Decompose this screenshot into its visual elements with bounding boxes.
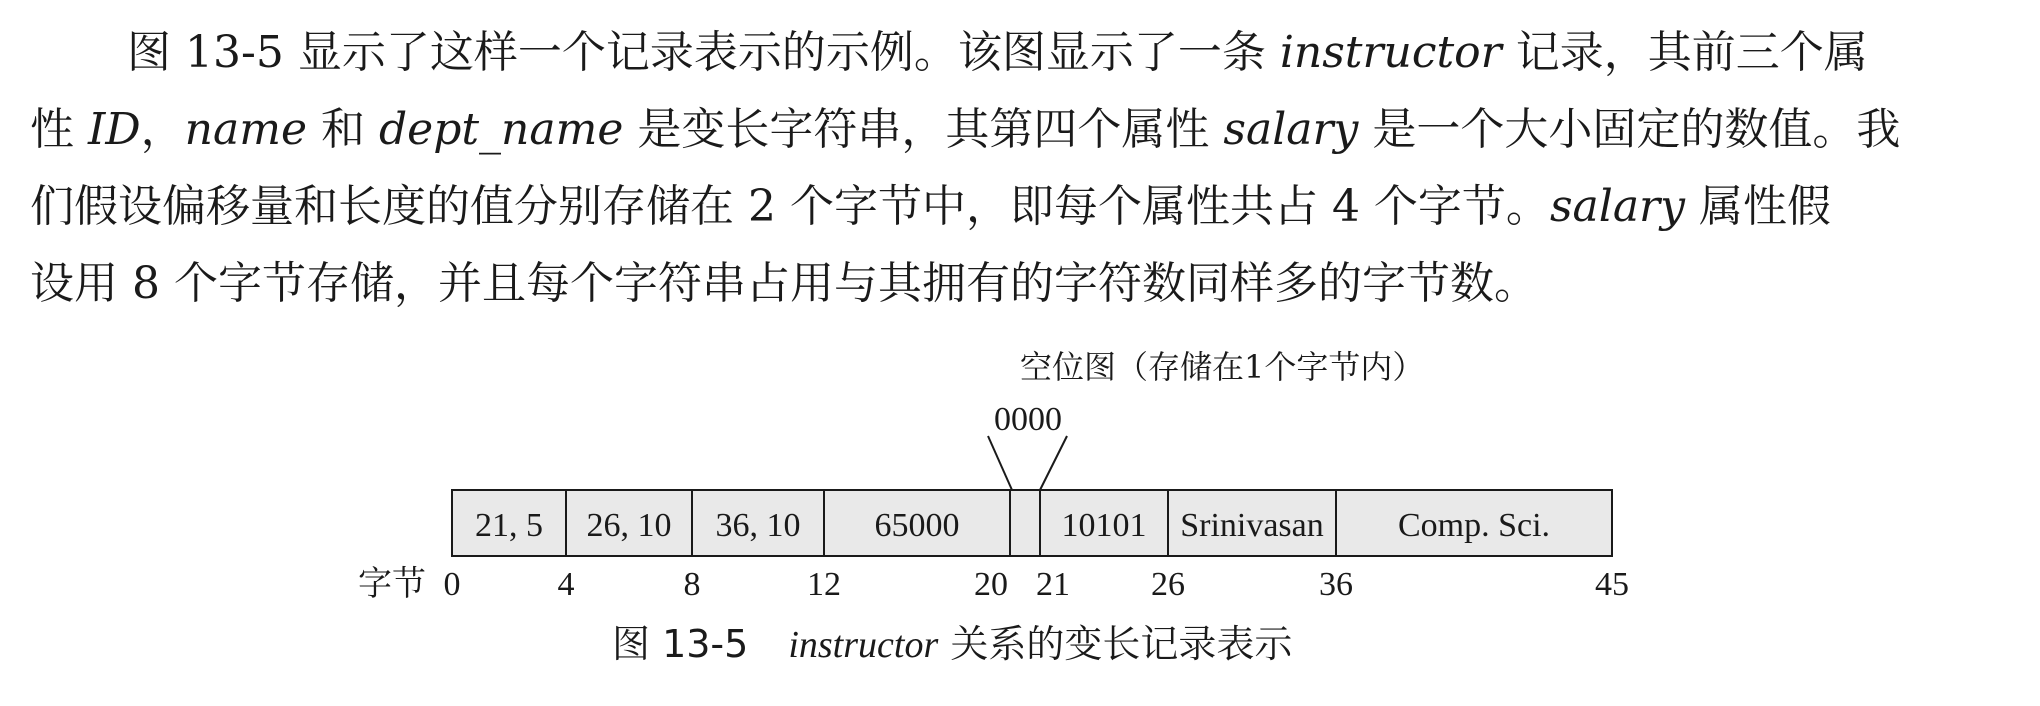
bitmap-pointer-left bbox=[988, 436, 1012, 490]
record-cells bbox=[452, 490, 1612, 556]
byte-offset-label: 4 bbox=[557, 566, 575, 603]
byte-offset-label: 21 bbox=[1036, 566, 1070, 603]
byte-offsets bbox=[444, 566, 1630, 603]
caption-text: 关系的变长记录表示 bbox=[938, 622, 1293, 666]
record-cell-label: 21, 5 bbox=[475, 507, 543, 544]
record-cell bbox=[1010, 490, 1040, 556]
byte-offset-label: 45 bbox=[1595, 566, 1629, 603]
record-cell-label: 65000 bbox=[874, 507, 960, 544]
figure-caption bbox=[612, 622, 1293, 666]
bitmap-pointer-right bbox=[1040, 436, 1067, 490]
record-cell-label: 36, 10 bbox=[715, 507, 801, 544]
record-cell-label: 26, 10 bbox=[586, 507, 672, 544]
record-cell-label: Srinivasan bbox=[1180, 507, 1324, 544]
byte-offset-label: 20 bbox=[974, 566, 1008, 603]
bytes-label: 字节 bbox=[358, 564, 426, 604]
byte-offset-label: 8 bbox=[683, 566, 701, 603]
text-run: 设用 8 个字节存储，并且每个字符串占用与其拥有的字符数同样多的字节数。 bbox=[30, 258, 1538, 309]
null-bitmap-value: 0000 bbox=[994, 401, 1062, 438]
byte-offset-label: 26 bbox=[1151, 566, 1185, 603]
text-run: 是一个大小固定的数值。我 bbox=[1358, 104, 1901, 155]
italic-term: salary bbox=[1223, 104, 1359, 155]
null-bitmap-label: 空位图（存储在1个字节内） bbox=[1020, 348, 1425, 386]
italic-term: ID bbox=[88, 104, 141, 155]
record-cell-label: Comp. Sci. bbox=[1397, 507, 1551, 544]
text-run: 和 bbox=[307, 104, 379, 155]
italic-term: salary bbox=[1549, 181, 1685, 232]
text-run: 们假设偏移量和长度的值分别存储在 2 个字节中，即每个属性共占 4 个字节。 bbox=[30, 181, 1550, 232]
byte-offset-label: 36 bbox=[1319, 566, 1353, 603]
text-run: 记录，其前三个属 bbox=[1501, 27, 1868, 78]
text-run: 图 13-5 显示了这样一个记录表示的示例。该图显示了一条 bbox=[127, 27, 1280, 78]
caption-label: 图 13-5 bbox=[612, 622, 749, 666]
italic-term: instructor bbox=[1279, 27, 1502, 78]
italic-term: name bbox=[184, 104, 308, 155]
italic-term: dept_name bbox=[379, 104, 624, 155]
byte-offset-label: 0 bbox=[443, 566, 461, 603]
record-cell-label: 10101 bbox=[1061, 507, 1147, 544]
text-run: 属性假 bbox=[1684, 181, 1831, 232]
byte-offset-label: 12 bbox=[807, 566, 841, 603]
text-run: 性 bbox=[30, 104, 88, 155]
text-run: 是变长字符串，其第四个属性 bbox=[623, 104, 1224, 155]
text-run: ， bbox=[140, 104, 185, 155]
caption-italic: instructor bbox=[788, 624, 939, 666]
